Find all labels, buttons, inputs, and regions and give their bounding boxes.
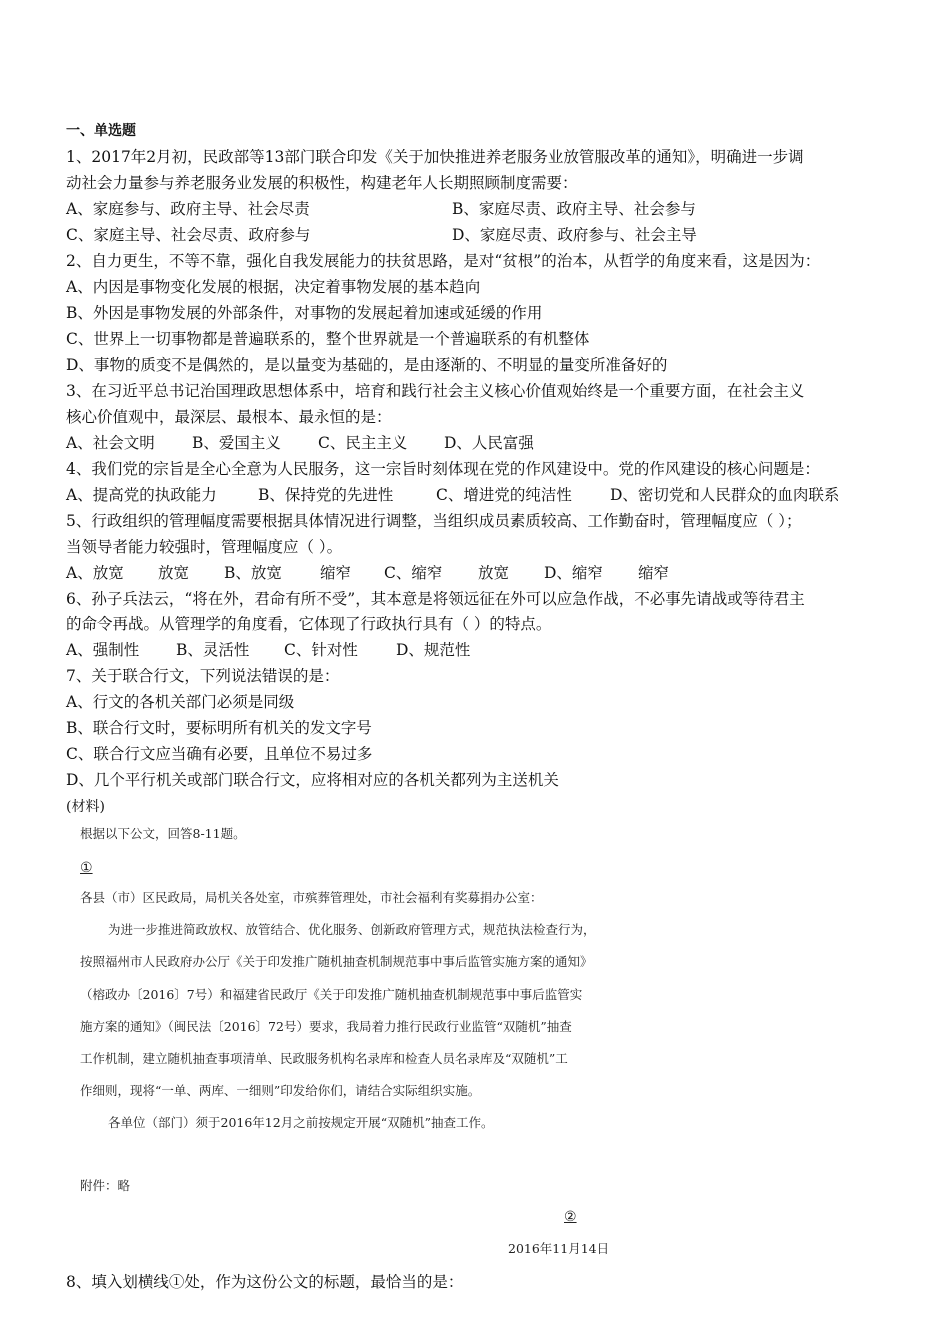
document-body-line1: 为进一步推进简政放权、放管结合、优化服务、创新政府管理方式，规范执法检查行为， — [108, 922, 596, 937]
q3-option-d: D、人民富强 — [444, 434, 534, 452]
q5-stem-line1: 5、行政组织的管理幅度需要根据具体情况进行调整，当组织成员素质较高、工作勤奋时，管理幅度应（ ）； — [66, 512, 802, 530]
document-date: 2016年11月14日 — [508, 1241, 610, 1256]
q6-option-a: A、强制性 — [66, 641, 140, 659]
q5-option-c-second: 放宽 — [478, 564, 510, 582]
document-body-line4: 施方案的通知》（闽民法〔2016〕72号）要求，我局着力推行民政行业监管“双随机”抽查 — [80, 1019, 572, 1034]
q1-option-a: A、家庭参与、政府主导、社会尽责 — [66, 200, 310, 218]
q2-option-b: B、外因是事物发展的外部条件，对事物的发展起着加速或延缓的作用 — [66, 304, 543, 322]
q7-option-a: A、行文的各机关部门必须是同级 — [66, 693, 295, 711]
material-label: (材料) — [66, 799, 105, 815]
signature-blank-marker-2: ② — [564, 1209, 577, 1225]
q7-option-b: B、联合行文时，要标明所有机关的发文字号 — [66, 719, 372, 737]
q6-stem-line2: 的命令再战。从管理学的角度看，它体现了行政执行具有（ ）的特点。 — [66, 615, 552, 633]
q4-option-d: D、密切党和人民群众的血肉联系 — [610, 486, 840, 504]
q6-stem-line1: 6、孙子兵法云，“将在外，君命有所不受”，其本意是将领远征在外可以应急作战，不必事先请战或等待君主 — [66, 590, 805, 608]
q7-option-c: C、联合行文应当确有必要，且单位不易过多 — [66, 745, 373, 763]
q3-stem-line1: 3、在习近平总书记治国理政思想体系中，培育和践行社会主义核心价值观始终是一个重要方面，在社会主义 — [66, 382, 805, 400]
q4-option-a: A、提高党的执政能力 — [66, 486, 217, 504]
q3-option-b: B、爱国主义 — [192, 434, 281, 452]
q1-option-b: B、家庭尽责、政府主导、社会参与 — [452, 200, 696, 218]
q5-option-a-second: 放宽 — [158, 564, 190, 582]
q2-option-c: C、世界上一切事物都是普遍联系的，整个世界就是一个普遍联系的有机整体 — [66, 330, 590, 348]
document-recipients: 各县（市）区民政局，局机关各处室，市殡葬管理处，市社会福利有奖募捐办公室： — [80, 890, 543, 905]
q5-option-a-first: A、放宽 — [66, 564, 124, 582]
q1-stem-line1: 1、2017年2月初，民政部等13部门联合印发《关于加快推进养老服务业放管服改革的通知》，明确进一步调 — [66, 148, 804, 166]
material-intro: 根据以下公文，回答8-11题。 — [80, 826, 246, 841]
q5-stem-line2: 当领导者能力较强时，管理幅度应（ ）。 — [66, 538, 343, 556]
q1-stem-line2: 动社会力量参与养老服务业发展的积极性，构建老年人长期照顾制度需要： — [66, 174, 578, 192]
document-body-line2: 按照福州市人民政府办公厅《关于印发推广随机抽查机制规范事中事后监管实施方案的通知》 — [80, 954, 593, 969]
q8-stem: 8、填入划横线①处，作为这份公文的标题，最恰当的是： — [66, 1273, 464, 1291]
document-body-line5: 工作机制，建立随机抽查事项清单、民政服务机构名录库和检查人员名录库及“双随机”工 — [80, 1051, 568, 1066]
q5-option-d-first: D、缩窄 — [544, 564, 603, 582]
q7-stem: 7、关于联合行文，下列说法错误的是： — [66, 667, 340, 685]
document-body-line6: 作细则，现将“一单、两库、一细则”印发给你们，请结合实际组织实施。 — [80, 1083, 481, 1098]
title-blank-marker-1: ① — [80, 860, 93, 876]
q5-option-b-second: 缩窄 — [320, 564, 352, 582]
q6-option-d: D、规范性 — [396, 641, 471, 659]
document-attachment: 附件：略 — [80, 1178, 131, 1193]
q4-option-b: B、保持党的先进性 — [258, 486, 394, 504]
q1-option-c: C、家庭主导、社会尽责、政府参与 — [66, 226, 311, 244]
q3-stem-line2: 核心价值观中，最深层、最根本、最永恒的是： — [66, 408, 392, 426]
q2-option-a: A、内因是事物变化发展的根据，决定着事物发展的基本趋向 — [66, 278, 481, 296]
q6-option-c: C、针对性 — [284, 641, 358, 659]
q2-option-d: D、事物的质变不是偶然的，是以量变为基础的，是由逐渐的、不明显的量变所准备好的 — [66, 356, 668, 374]
q3-option-c: C、民主主义 — [318, 434, 408, 452]
q7-option-d: D、几个平行机关或部门联合行文，应将相对应的各机关都列为主送机关 — [66, 771, 559, 789]
q5-option-d-second: 缩窄 — [638, 564, 670, 582]
document-body-line7: 各单位（部门）须于2016年12月之前按规定开展“双随机”抽查工作。 — [108, 1115, 494, 1130]
q3-option-a: A、社会文明 — [66, 434, 155, 452]
q4-option-c: C、增进党的纯洁性 — [436, 486, 572, 504]
q4-stem: 4、我们党的宗旨是全心全意为人民服务，这一宗旨时刻体现在党的作风建设中。党的作风建设的核心问题是： — [66, 460, 820, 478]
q5-option-b-first: B、放宽 — [224, 564, 282, 582]
q2-stem: 2、自力更生，不等不靠，强化自我发展能力的扶贫思路，是对“贫根”的治本，从哲学的角度来看，这是因为： — [66, 252, 821, 270]
q6-option-b: B、灵活性 — [176, 641, 250, 659]
q1-option-d: D、家庭尽责、政府参与、社会主导 — [452, 226, 697, 244]
section-title: 一、单选题 — [66, 123, 136, 139]
document-body-line3: （榕政办〔2016〕7号）和福建省民政厅《关于印发推广随机抽查机制规范事中事后监管实 — [80, 987, 583, 1002]
q5-option-c-first: C、缩窄 — [384, 564, 443, 582]
